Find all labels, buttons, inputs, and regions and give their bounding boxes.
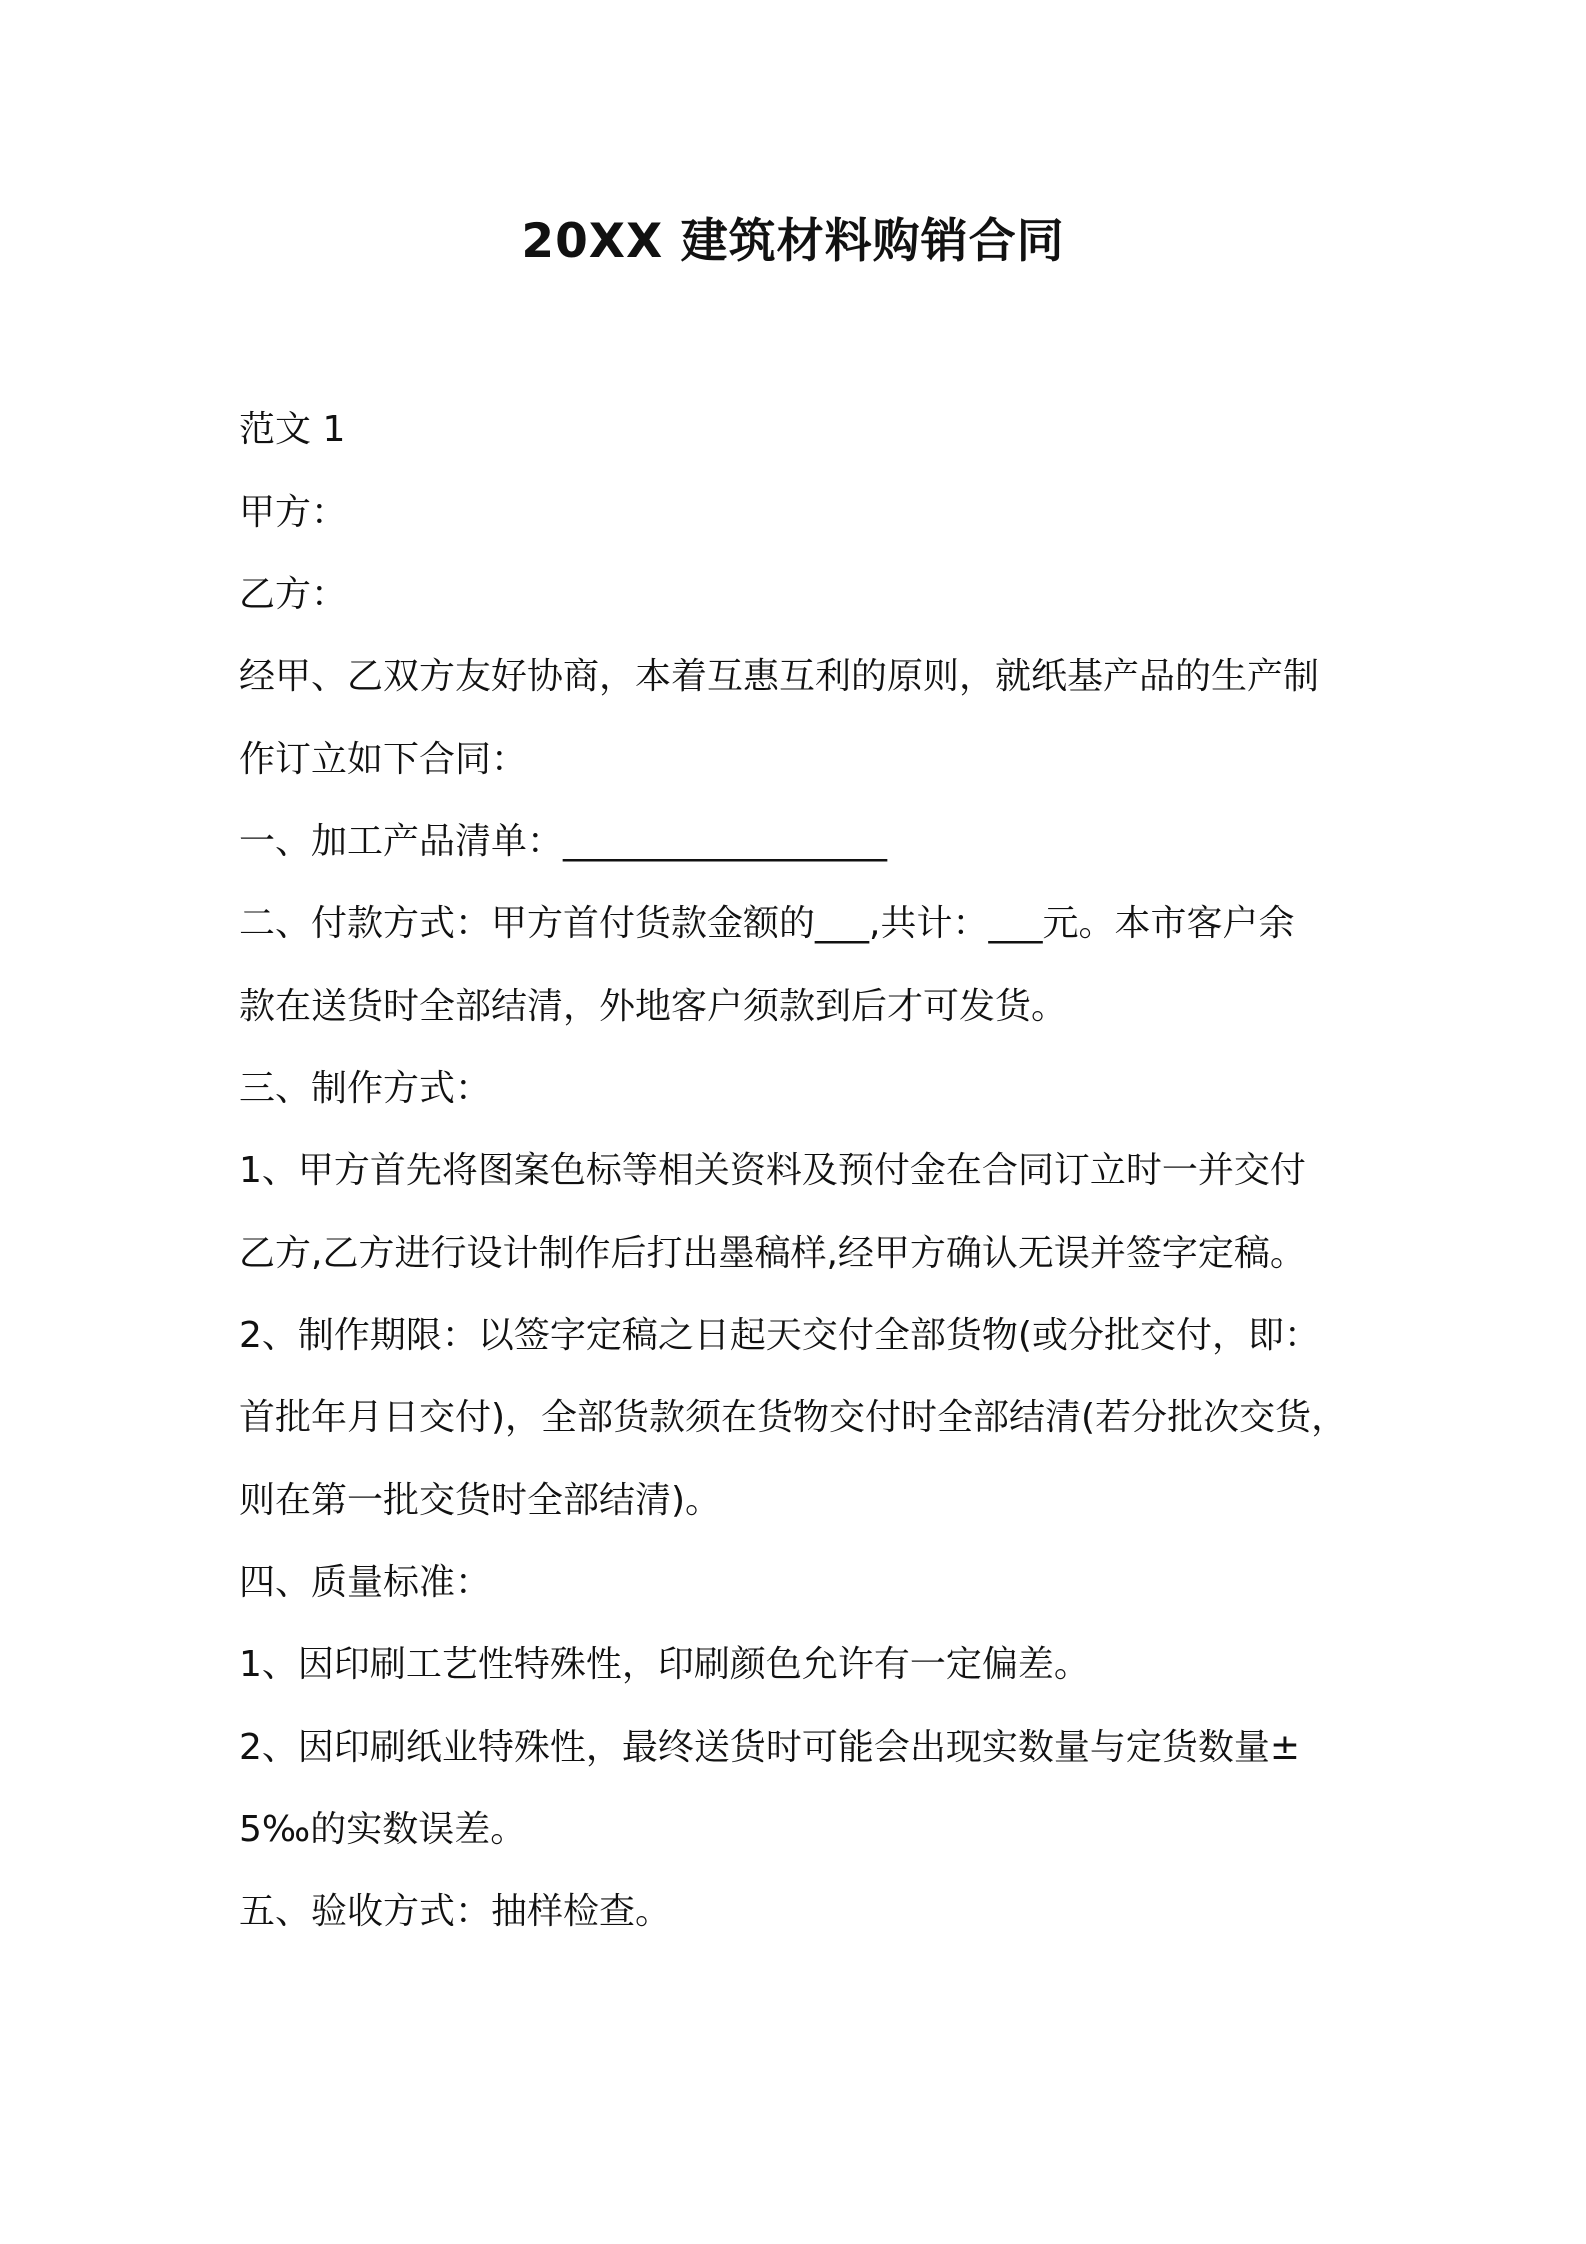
clause-4-heading: 四、质量标准： bbox=[239, 1562, 492, 1603]
clause-3-item-2-line-2: 首批年月日交付)，全部货款须在货物交付时全部结清(若分批次交货， bbox=[239, 1397, 1348, 1438]
clause-2-payment-line-2: 款在送货时全部结清，外地客户须款到后才可发货。 bbox=[239, 986, 1068, 1027]
clause-3-heading: 三、制作方式： bbox=[239, 1068, 492, 1109]
clause-1-product-list: 一、加工产品清单：__________________ bbox=[239, 821, 888, 862]
clause-3-item-2-line-3: 则在第一批交货时全部结清)。 bbox=[239, 1480, 722, 1521]
clause-4-item-1: 1、因印刷工艺性特殊性，印刷颜色允许有一定偏差。 bbox=[239, 1644, 1090, 1685]
clause-3-item-1-line-2: 乙方,乙方进行设计制作后打出墨稿样,经甲方确认无误并签字定稿。 bbox=[239, 1233, 1306, 1274]
sample-label: 范文 1 bbox=[239, 409, 346, 450]
party-a-line: 甲方： bbox=[239, 492, 348, 533]
preamble-line-2: 作订立如下合同： bbox=[239, 739, 528, 780]
clause-5-acceptance: 五、验收方式：抽样检查。 bbox=[239, 1891, 672, 1932]
clause-3-item-1-line-1: 1、甲方首先将图案色标等相关资料及预付金在合同订立时一并交付 bbox=[239, 1150, 1306, 1191]
clause-4-item-2-line-1: 2、因印刷纸业特殊性，最终送货时可能会出现实数量与定货数量± bbox=[239, 1727, 1301, 1768]
document-title: 20XX 建筑材料购销合同 bbox=[521, 214, 1065, 269]
clause-3-item-2-line-1: 2、制作期限：以签字定稿之日起天交付全部货物(或分批交付，即： bbox=[239, 1315, 1320, 1356]
clause-2-payment-line-1: 二、付款方式：甲方首付货款金额的___,共计：___元。本市客户余 bbox=[239, 903, 1295, 944]
clause-4-item-2-line-2: 5‰的实数误差。 bbox=[239, 1809, 527, 1850]
preamble-line-1: 经甲、乙双方友好协商，本着互惠互利的原则，就纸基产品的生产制 bbox=[239, 656, 1320, 697]
party-b-line: 乙方： bbox=[239, 574, 348, 615]
